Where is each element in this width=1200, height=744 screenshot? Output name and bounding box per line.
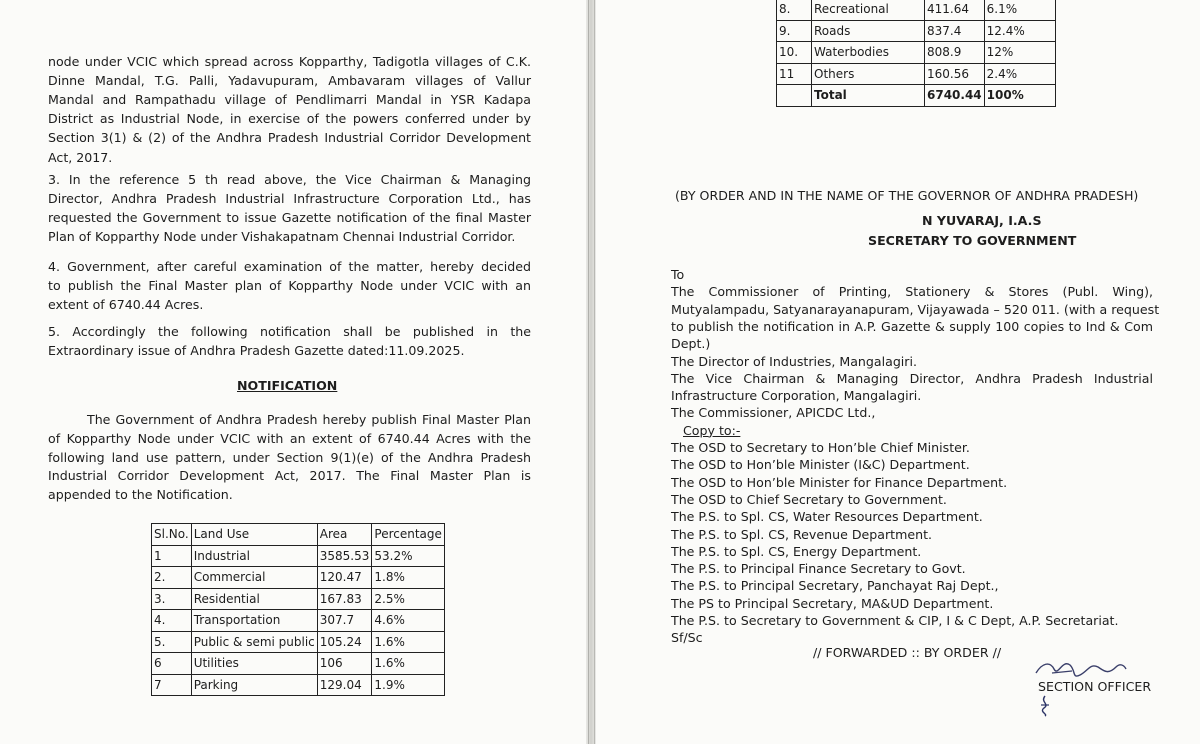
sl-no-cell: 6 [152, 653, 192, 675]
table-header-cell: Sl.No. [152, 524, 192, 546]
copy-to-line: The P.S. to Secretary to Government & CIP, I & C Dept, A.P. Secretariat. [671, 613, 1119, 628]
copy-to-line: The P.S. to Spl. CS, Revenue Department. [671, 526, 933, 542]
percentage-cell: 2.5% [372, 588, 445, 610]
copy-to-line: The PS to Principal Secretary, MA&UD Department. [671, 595, 994, 611]
addressee-line: Infrastructure Corporation, Mangalagiri. [671, 388, 922, 404]
percentage-cell: 12% [984, 42, 1055, 64]
percentage-cell: 12.4% [984, 20, 1055, 42]
table-row [777, 42, 1056, 64]
table-row [152, 631, 445, 653]
text-line: 5. Accordingly the following notification shall be published in the [48, 324, 531, 339]
addressee-line: The Commissioner, APICDC Ltd., [671, 405, 876, 421]
stamp-mark [1036, 694, 1054, 718]
table-row [152, 545, 445, 567]
land-use-cell: Others [812, 63, 925, 85]
table-row [152, 610, 445, 632]
table-header-cell: Land Use [191, 524, 317, 546]
percentage-cell: 53.2% [372, 545, 445, 567]
text-line: 3. In the reference 5 th read above, the Vice Chairman & Managing [48, 172, 531, 187]
table-header-row [152, 524, 445, 546]
addressee-line: The Vice Chairman & Managing Director, Andhra Pradesh Industrial [671, 370, 1153, 386]
text-line: of Kopparthy Node under VCIC with an extent of 6740.44 Acres with the [48, 430, 531, 446]
copy-to-line: The P.S. to Principal Finance Secretary to Govt. [671, 561, 966, 577]
forwarded-line: // FORWARDED :: BY ORDER // [813, 645, 1002, 660]
sl-no-cell: 8. [777, 0, 812, 20]
text-line: requested the Government to issue Gazette notification of the final Master [48, 210, 531, 226]
sl-no-cell: 4. [152, 610, 192, 632]
text-line: 4. Government, after careful examination of the matter, hereby decided [48, 259, 531, 274]
by-order-line: (BY ORDER AND IN THE NAME OF THE GOVERNOR OF ANDHRA PRADESH) [675, 188, 1139, 203]
land-use-cell: Roads [812, 20, 925, 42]
text-line: District as Industrial Node, in exercise of the powers conferred under by [48, 111, 531, 127]
area-cell: 3585.53 [317, 545, 372, 567]
percentage-cell: 6.1% [984, 0, 1055, 20]
sl-no-cell: 7 [152, 674, 192, 696]
area-cell: 129.04 [317, 674, 372, 696]
table-row [152, 567, 445, 589]
table-row [777, 20, 1056, 42]
text-line: Section 3(1) & (2) of the Andhra Pradesh Industrial Corridor Development [48, 130, 531, 146]
to-label: To [671, 267, 685, 282]
table-row [777, 63, 1056, 85]
copy-to-line: The OSD to Chief Secretary to Government. [671, 491, 947, 507]
section-officer-label: SECTION OFFICER [1038, 679, 1152, 694]
area-cell: 105.24 [317, 631, 372, 653]
text-line: Dinne Mandal, T.G. Palli, Yadavupuram, Ambavaram villages of Vallur [48, 73, 531, 89]
table-header-cell: Percentage [372, 524, 445, 546]
right-page [596, 0, 1200, 744]
addressee-line: Mutyalampadu, Satyanarayanapuram, Vijayawada – 520 011. (with a request [671, 301, 1160, 317]
addressee-line: to publish the notification in A.P. Gazette & supply 100 copies to Ind & Com [671, 318, 1153, 334]
percentage-cell: 4.6% [372, 610, 445, 632]
percentage-cell: 1.6% [372, 631, 445, 653]
percentage-cell: 2.4% [984, 63, 1055, 85]
copy-to-line: The OSD to Hon’ble Minister (I&C) Department. [671, 457, 970, 473]
area-cell: 808.9 [925, 42, 985, 64]
notification-heading: NOTIFICATION [237, 378, 338, 393]
land-use-cell: Parking [191, 674, 317, 696]
land-use-cell: Industrial [191, 545, 317, 567]
total-cell: 100% [984, 85, 1055, 107]
text-line: to publish the Final Master plan of Kopparthy Node under VCIC with an [48, 278, 531, 294]
percentage-cell: 1.6% [372, 653, 445, 675]
land-use-cell: Waterbodies [812, 42, 925, 64]
copy-to-label: Copy to:- [683, 422, 741, 438]
land-use-cell: Utilities [191, 653, 317, 675]
text-line: node under VCIC which spread across Kopparthy, Tadigotla villages of C.K. [48, 54, 531, 69]
text-line: Mandal and Rampathadu village of Pendlimarri Mandal in YSR Kadapa [48, 92, 531, 108]
left-page [0, 0, 586, 744]
text-line: The Government of Andhra Pradesh hereby publish Final Master Plan [87, 412, 531, 427]
land-use-cell: Transportation [191, 610, 317, 632]
signatory-name: N YUVARAJ, I.A.S [922, 213, 1042, 228]
sl-no-cell: 11 [777, 63, 812, 85]
table-header-cell: Area [317, 524, 372, 546]
text-line: Director, Andhra Pradesh Industrial Infrastructure Corporation Ltd., has [48, 191, 531, 207]
area-cell: 837.4 [925, 20, 985, 42]
land-use-cell: Residential [191, 588, 317, 610]
text-line: Industrial Corridor Development Act, 2017. The Final Master Plan is [48, 468, 531, 484]
page-edge [588, 0, 589, 744]
sl-no-cell: 3. [152, 588, 192, 610]
area-cell: 411.64 [925, 0, 985, 20]
table-total-row [777, 85, 1056, 107]
copy-to-line: The P.S. to Spl. CS, Energy Department. [671, 543, 922, 559]
text-line: Extraordinary issue of Andhra Pradesh Gazette dated:11.09.2025. [48, 343, 465, 359]
sl-no-cell: 10. [777, 42, 812, 64]
table-row [152, 653, 445, 675]
land-use-cell: Commercial [191, 567, 317, 589]
text-line: Act, 2017. [48, 149, 113, 165]
area-cell: 120.47 [317, 567, 372, 589]
area-cell: 106 [317, 653, 372, 675]
sl-no-cell: 2. [152, 567, 192, 589]
addressee-line: The Commissioner of Printing, Stationery & Stores (Publ. Wing), [671, 284, 1153, 300]
total-cell: 6740.44 [925, 85, 985, 107]
percentage-cell: 1.9% [372, 674, 445, 696]
text-line: Plan of Kopparthy Node under Vishakapatnam Chennai Industrial Corridor. [48, 229, 516, 245]
sl-no-cell: 5. [152, 631, 192, 653]
sl-no-cell: 9. [777, 20, 812, 42]
area-cell: 307.7 [317, 610, 372, 632]
sl-no-cell: 1 [152, 545, 192, 567]
text-line: appended to the Notification. [48, 487, 233, 503]
text-line: following land use pattern, under Section 9(1)(e) of the Andhra Pradesh [48, 449, 531, 465]
text-line: extent of 6740.44 Acres. [48, 297, 204, 313]
page-edge [594, 0, 595, 744]
table-row [152, 588, 445, 610]
addressee-line: Dept.) [671, 336, 711, 352]
table-row [777, 0, 1056, 20]
land-use-table [151, 523, 445, 696]
signatory-title: SECRETARY TO GOVERNMENT [868, 233, 1077, 248]
total-cell [777, 85, 812, 107]
copy-to-line: The P.S. to Spl. CS, Water Resources Department. [671, 509, 983, 525]
percentage-cell: 1.8% [372, 567, 445, 589]
addressee-line: The Director of Industries, Mangalagiri. [671, 353, 917, 369]
copy-to-line: The OSD to Secretary to Hon’ble Chief Minister. [671, 440, 970, 455]
land-use-cell: Public & semi public [191, 631, 317, 653]
area-cell: 167.83 [317, 588, 372, 610]
table-row [152, 674, 445, 696]
land-use-cell: Recreational [812, 0, 925, 20]
copy-to-line: The P.S. to Principal Secretary, Panchayat Raj Dept., [671, 578, 999, 594]
total-cell: Total [812, 85, 925, 107]
land-use-table-continued [776, 0, 1056, 107]
copy-to-line: Sf/Sc [671, 630, 703, 646]
area-cell: 160.56 [925, 63, 985, 85]
copy-to-line: The OSD to Hon’ble Minister for Finance Department. [671, 474, 1008, 490]
